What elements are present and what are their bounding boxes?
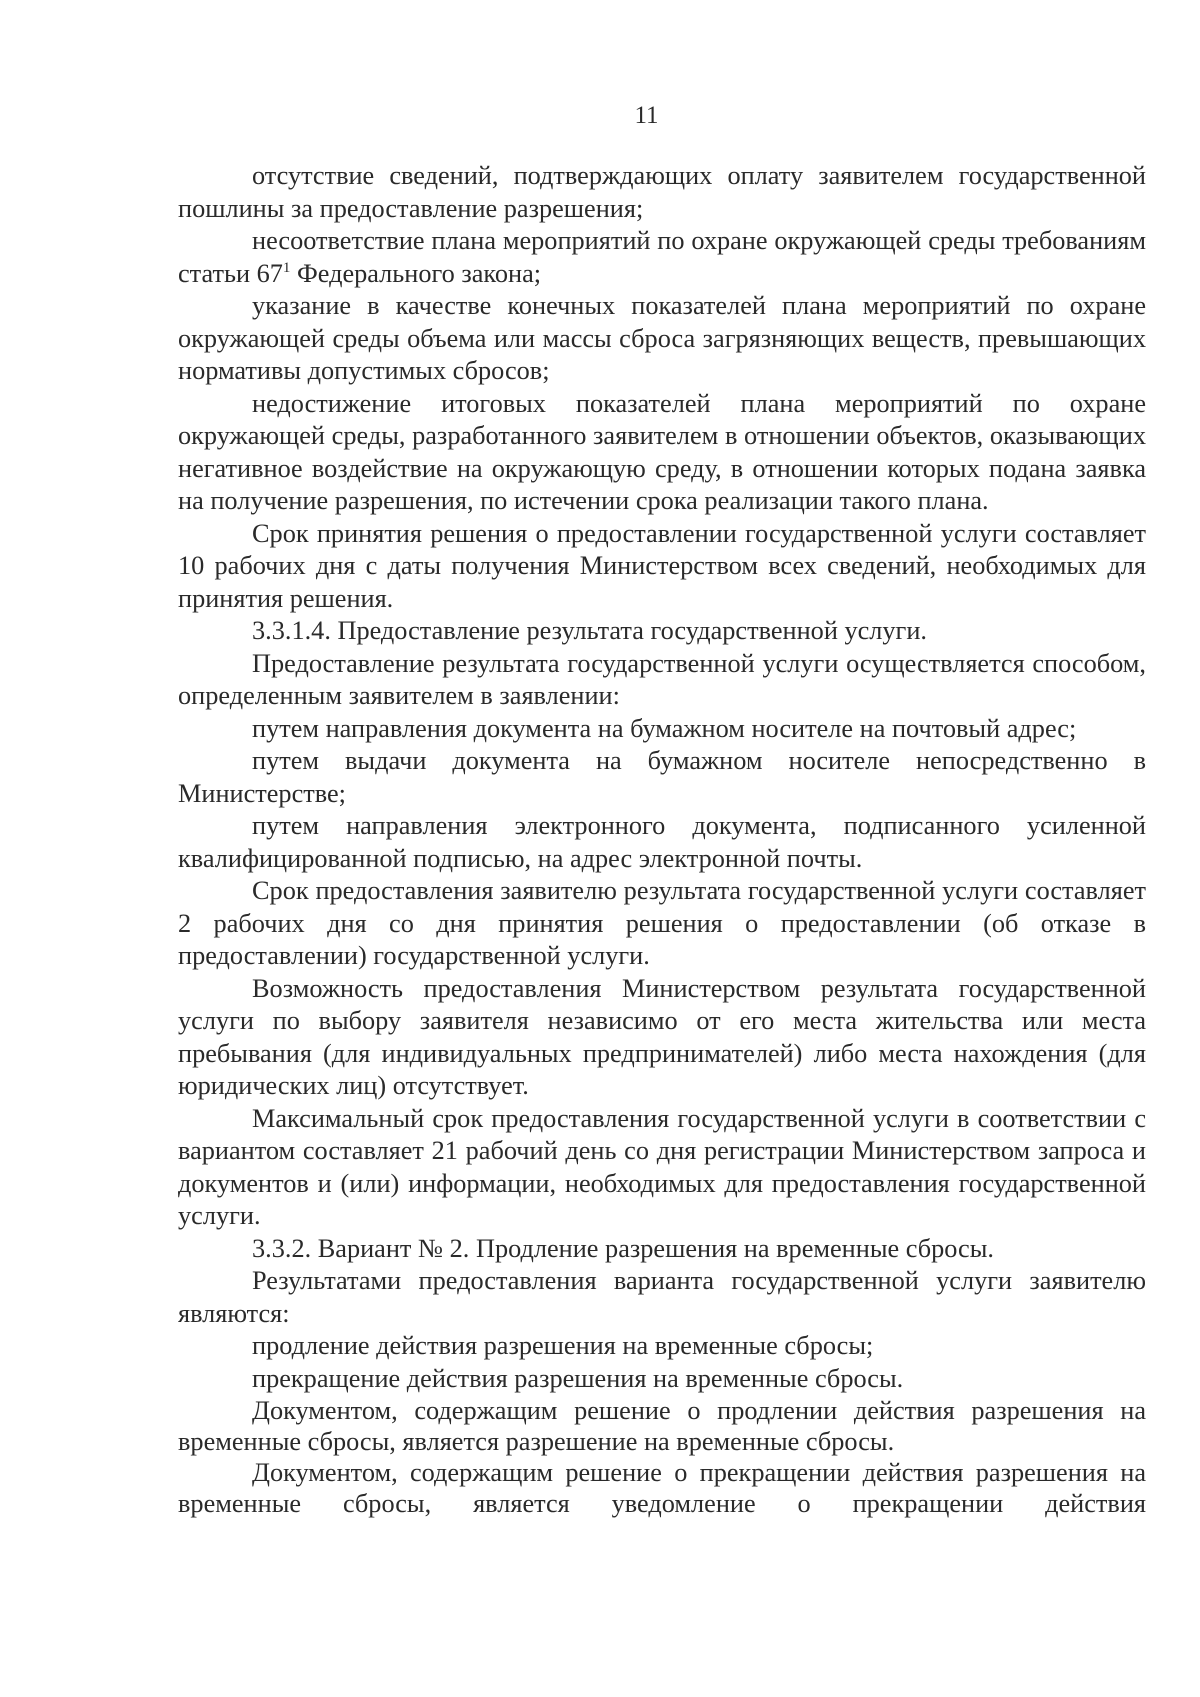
- list-item: путем выдачи документа на бумажном носителе непосредственно в Министерстве;: [178, 746, 1146, 808]
- page-number: 11: [634, 102, 659, 129]
- section-heading: 3.3.2. Вариант № 2. Продление разрешения на временные сбросы.: [252, 1233, 994, 1263]
- paragraph: Документом, содержащим решение о продлении действия разрешения на временные сбросы, является разрешение на временные сбросы.: [178, 1396, 1146, 1456]
- paragraph-text: несоответствие плана мероприятий по охране окружающей среды требованиям статьи 67: [178, 226, 1146, 288]
- paragraph: Максимальный срок предоставления государственной услуги в соответствии с вариантом составляет 21 рабочий день со дня регистрации Министерством запроса и документов и (или) информации, необходимых для предоставления государственной услуги.: [178, 1103, 1146, 1230]
- list-item: прекращение действия разрешения на временные сбросы.: [252, 1363, 904, 1393]
- paragraph: Документом, содержащим решение о прекращении действия разрешения на временные сбросы, является уведомление о прекращении действия: [178, 1458, 1146, 1518]
- list-item: продление действия разрешения на временные сбросы;: [252, 1331, 874, 1360]
- paragraph: отсутствие сведений, подтверждающих оплату заявителем государственной пошлины за предоставление разрешения;: [178, 161, 1146, 223]
- paragraph: недостижение итоговых показателей плана мероприятий по охране окружающей среды, разработанного заявителем в отношении объектов, оказывающих негативное воздействие на окружающую среду, в отношении которых подана заявка на получение разрешения, по истечении срока реализации такого плана.: [178, 388, 1146, 515]
- section-heading: 3.3.1.4. Предоставление результата государственной услуги.: [252, 616, 927, 645]
- superscript: 1: [282, 259, 291, 276]
- paragraph: указание в качестве конечных показателей плана мероприятий по охране окружающей среды объема или массы сброса загрязняющих веществ, превышающих нормативы допустимых сбросов;: [178, 291, 1146, 385]
- paragraph: Срок принятия решения о предоставлении государственной услуги составляет 10 рабочих дня с даты получения Министерством всех сведений, необходимых для принятия решения.: [178, 518, 1146, 613]
- paragraph: Предоставление результата государственной услуги осуществляется способом, определенным заявителем в заявлении:: [178, 648, 1146, 710]
- list-item: путем направления документа на бумажном носителе на почтовый адрес;: [252, 713, 1077, 743]
- paragraph-text: Федерального закона;: [290, 258, 542, 288]
- paragraph: Результатами предоставления варианта государственной услуги заявителю являются:: [178, 1266, 1146, 1328]
- paragraph: Возможность предоставления Министерством результата государственной услуги по выбору заявителя независимо от его места жительства или места пребывания (для индивидуальных предпринимателей) либо места нахождения (для юридических лиц) отсутствует.: [178, 973, 1146, 1100]
- document-body: [178, 160, 1146, 1519]
- paragraph: [178, 225, 1146, 290]
- paragraph: Срок предоставления заявителю результата государственной услуги составляет 2 рабочих дня со дня принятия решения о предоставлении (об отказе в предоставлении) государственной услуги.: [178, 876, 1146, 970]
- list-item: путем направления электронного документа, подписанного усиленной квалифицированной подписью, на адрес электронной почты.: [178, 811, 1146, 873]
